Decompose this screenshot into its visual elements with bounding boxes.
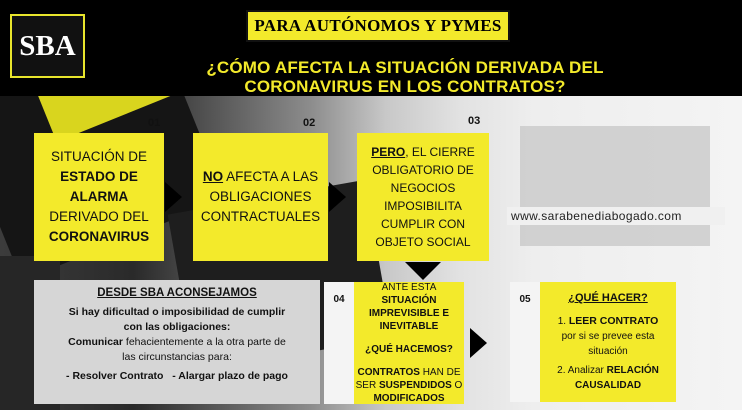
main-question: ¿CÓMO AFECTA LA SITUACIÓN DERIVADA DEL CORONAVIRUS EN LOS CONTRATOS? [206, 58, 604, 96]
step-number-5: 05 [510, 282, 540, 402]
page-title-box [246, 10, 510, 42]
step-number-2: 02 [303, 117, 316, 129]
arrow-right-icon [470, 328, 487, 358]
advice-title: DESDE SBA ACONSEJAMOS [97, 287, 257, 299]
step-4-box: ANTE ESTA SITUACIÓN IMPREVISIBLE E INEVITABLE ¿QUÉ HACEMOS? CONTRATOS HAN DE SER SUSPENDIDOS O MODIFICADOS [355, 282, 463, 404]
sba-logo: SBA [10, 14, 85, 78]
step-number-4: 04 [324, 282, 354, 404]
page-title: PARA AUTÓNOMOS Y PYMES [254, 16, 502, 35]
website-url[interactable]: www.sarabenediabogado.com [507, 207, 725, 225]
step-number-1: 01 [148, 117, 161, 129]
step-5-box: ¿QUÉ HACER? 1. LEER CONTRATO por si se prevee esta situación 2. Analizar RELACIÓN CAUSALIDAD [540, 282, 676, 402]
header-bar [0, 0, 742, 96]
step-2-box: NO AFECTA A LAS OBLIGACIONES CONTRACTUALES [193, 133, 328, 261]
step-number-3: 03 [468, 115, 481, 127]
arrow-right-icon [165, 182, 182, 212]
step-3-box: PERO, EL CIERRE OBLIGATORIO DE NEGOCIOS IMPOSIBILITA CUMPLIR CON OBJETO SOCIAL [357, 133, 489, 261]
arrow-right-icon [329, 182, 346, 212]
advice-box: DESDE SBA ACONSEJAMOS Si hay dificultad o imposibilidad de cumplir con las obligaciones: Comunicar fehacientemente a la otra parte de las circunstancias para: - Resolver Contrato - Alargar plazo de pago [34, 280, 320, 404]
arrow-down-icon [405, 262, 441, 280]
step-1-box: SITUACIÓN DE ESTADO DE ALARMA DERIVADO DEL CORONAVIRUS [34, 133, 164, 261]
